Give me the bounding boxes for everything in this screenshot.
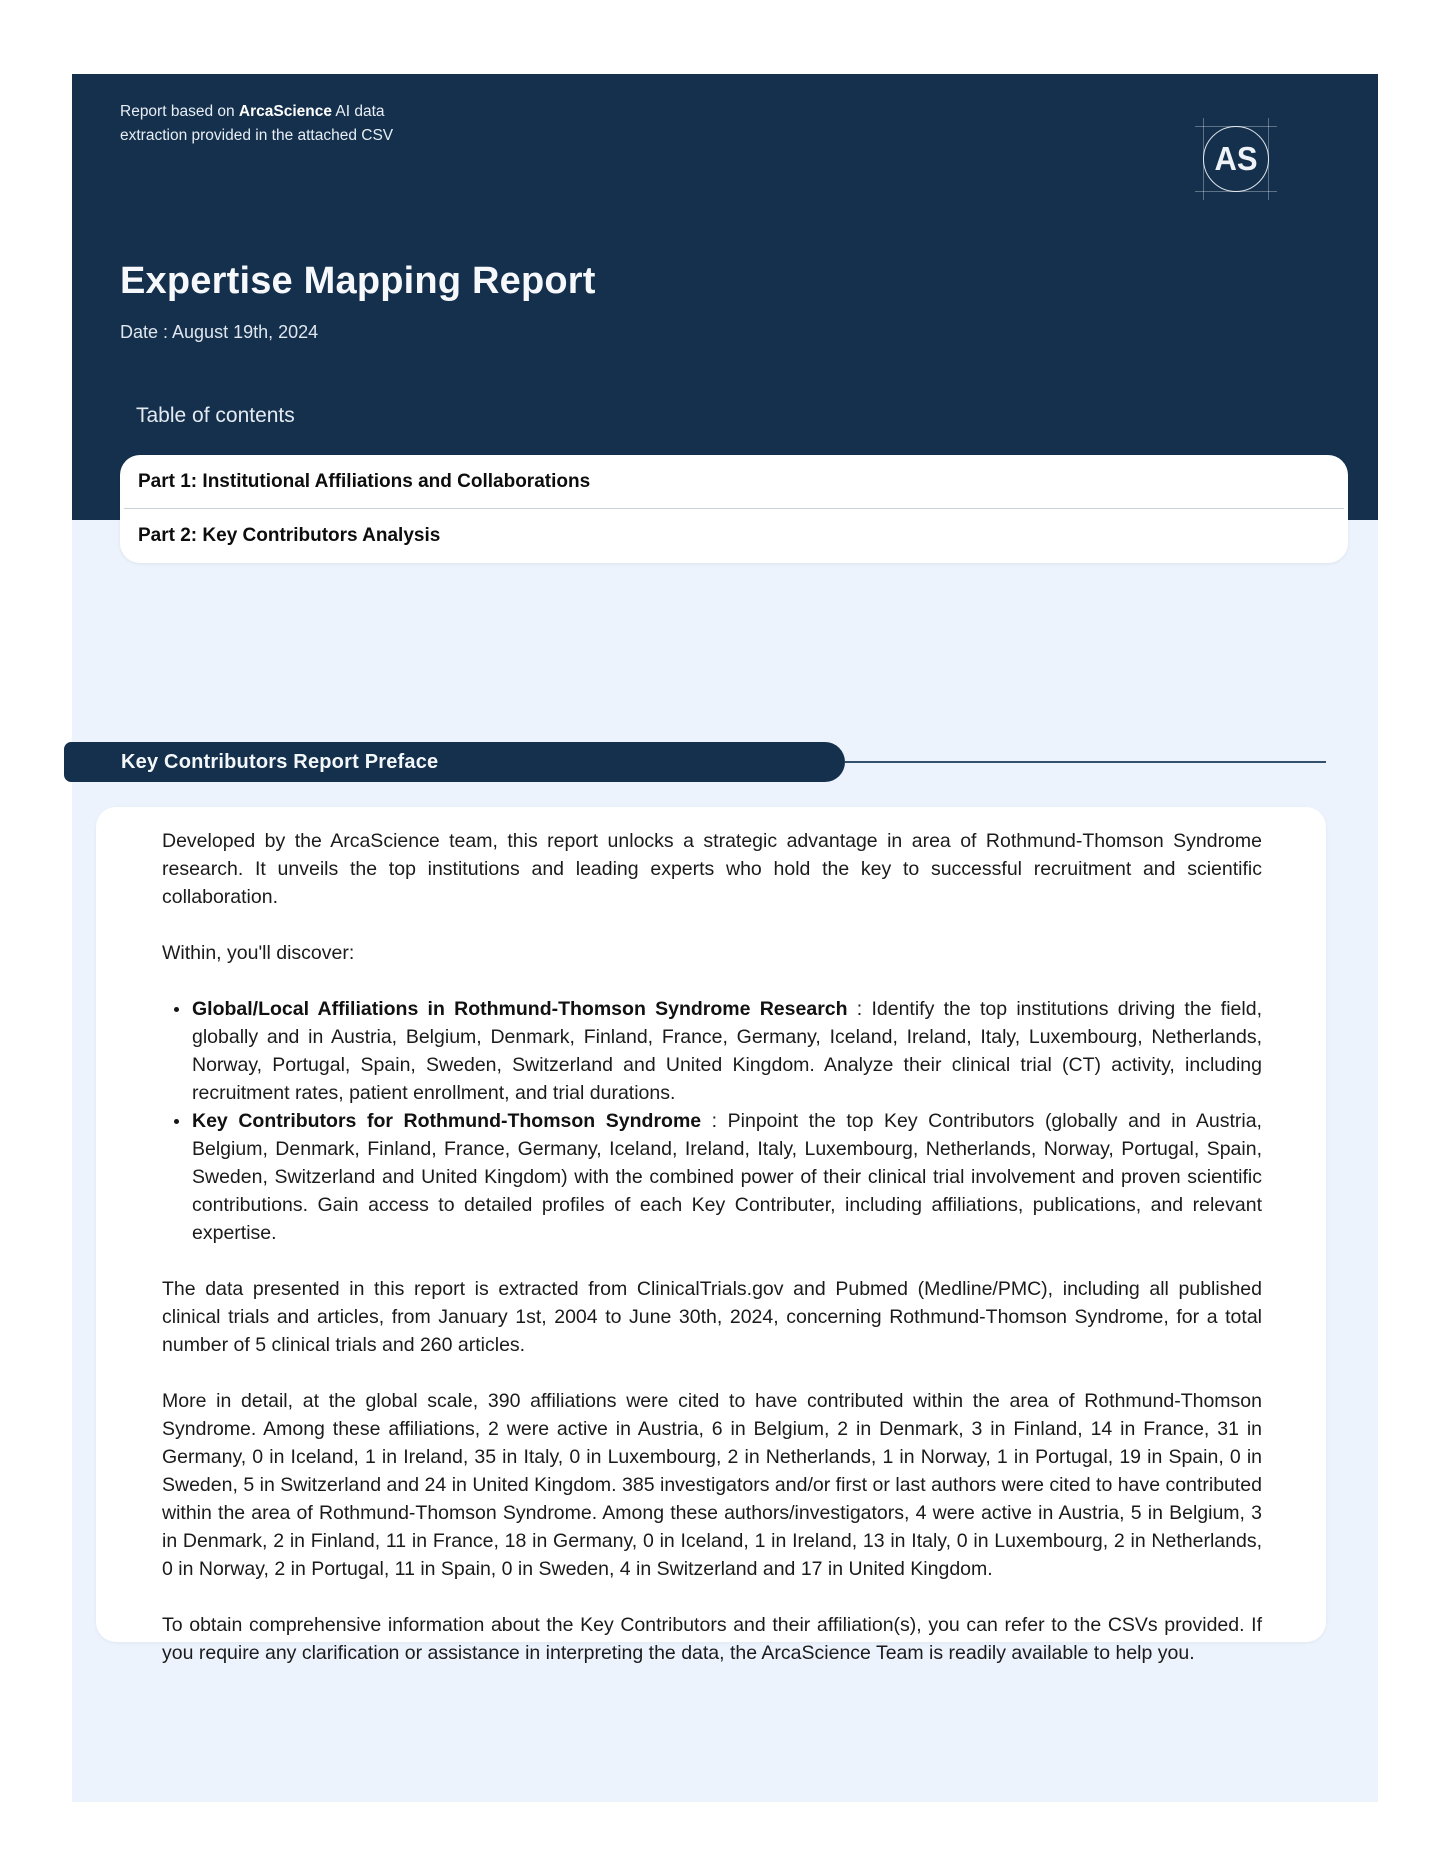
- report-header: [72, 74, 1378, 520]
- report-date: Date : August 19th, 2024: [120, 322, 319, 342]
- toc-item-part1[interactable]: [120, 455, 1348, 508]
- toc-card: [120, 455, 1348, 563]
- bullet-affiliations-rest: : Identify the top institutions driving the field, globally and in Austria, Belgium, Denmark, Finland, France, Germany, Iceland, Ireland, Italy, Luxembourg, Netherlands, Norway, Portugal, Spain, Sweden, Switzerland and United Kingdom. Analyze their clinical trial (CT) activity, including recruitment rates, patient enrollment, and trial durations.: [192, 998, 1262, 1104]
- bullet-affiliations: [164, 995, 1262, 1107]
- header-note-prefix: Report based on: [120, 103, 239, 120]
- toc-item-label: Part 1: Institutional Affiliations and Collaborations: [138, 470, 591, 492]
- page-title: Expertise Mapping Report: [120, 260, 596, 302]
- preface-section-ribbon: [64, 742, 845, 782]
- preface-bullet-list: [162, 995, 1262, 1247]
- preface-section-rule: [845, 761, 1326, 763]
- header-note: [120, 100, 405, 147]
- preface-section-title: Key Contributors Report Preface: [121, 750, 439, 773]
- bullet-affiliations-lead: Global/Local Affiliations in Rothmund-Thomson Syndrome Research: [192, 998, 848, 1020]
- preface-paragraph-detail-counts: More in detail, at the global scale, 390 affiliations were cited to have contributed within the area of Rothmund-Thomson Syndrome. Among these affiliations, 2 were active in Austria, 6 in Belgium, 2 in Denmark, 3 in Finland, 14 in France, 31 in Germany, 0 in Iceland, 1 in Ireland, 35 in Italy, 0 in Luxembourg, 2 in Netherlands, 1 in Norway, 1 in Portugal, 19 in Spain, 0 in Sweden, 5 in Switzerland and 24 in United Kingdom. 385 investigators and/or first or last authors were cited to have contributed within the area of Rothmund-Thomson Syndrome. Among these authors/investigators, 4 were active in Austria, 5 in Belgium, 3 in Denmark, 2 in Finland, 11 in France, 18 in Germany, 0 in Iceland, 1 in Ireland, 13 in Italy, 0 in Luxembourg, 2 in Netherlands, 0 in Norway, 2 in Portugal, 11 in Spain, 0 in Sweden, 4 in Switzerland and 17 in United Kingdom.: [162, 1390, 1262, 1580]
- toc-item-part2[interactable]: [120, 509, 1348, 562]
- header-note-brand: ArcaScience: [238, 103, 332, 120]
- preface-discover-label: Within, you'll discover:: [162, 942, 355, 964]
- header-note-suffix: AI data extraction provided in the attached CSV: [120, 103, 394, 144]
- preface-paragraph-intro: Developed by the ArcaScience team, this report unlocks a strategic advantage in area of Rothmund-Thomson Syndrome research. It unveils the top institutions and leading experts who hold the key to successful recruitment and scientific collaboration.: [162, 830, 1262, 908]
- logo-monogram: AS: [1214, 139, 1258, 178]
- preface-paragraph-data-sources: The data presented in this report is extracted from ClinicalTrials.gov and Pubmed (Medline/PMC), including all published clinical trials and articles, from January 1st, 2004 to June 30th, 2024, concerning Rothmund-Thomson Syndrome, for a total number of 5 clinical trials and 260 articles.: [162, 1278, 1262, 1356]
- toc-item-label: Part 2: Key Contributors Analysis: [138, 524, 441, 546]
- bullet-key-contributors: [164, 1107, 1262, 1247]
- preface-paragraph-closing: To obtain comprehensive information about the Key Contributors and their affiliation(s), you can refer to the CSVs provided. If you require any clarification or assistance in interpreting the data, the ArcaScience Team is readily available to help you.: [162, 1614, 1262, 1664]
- arcascience-logo: [1203, 126, 1269, 192]
- preface-card: [96, 807, 1326, 1664]
- toc-heading: Table of contents: [136, 404, 295, 427]
- bullet-key-contributors-lead: Key Contributors for Rothmund-Thomson Syndrome: [192, 1110, 702, 1132]
- bullet-key-contributors-rest: : Pinpoint the top Key Contributors (globally and in Austria, Belgium, Denmark, Finland, France, Germany, Iceland, Ireland, Italy, Luxembourg, Netherlands, Norway, Portugal, Spain, Sweden, Switzerland and United Kingdom) with the combined power of their clinical trial involvement and proven scientific contributions. Gain access to detailed profiles of each Key Contributer, including affiliations, publications, and relevant expertise.: [192, 1110, 1262, 1244]
